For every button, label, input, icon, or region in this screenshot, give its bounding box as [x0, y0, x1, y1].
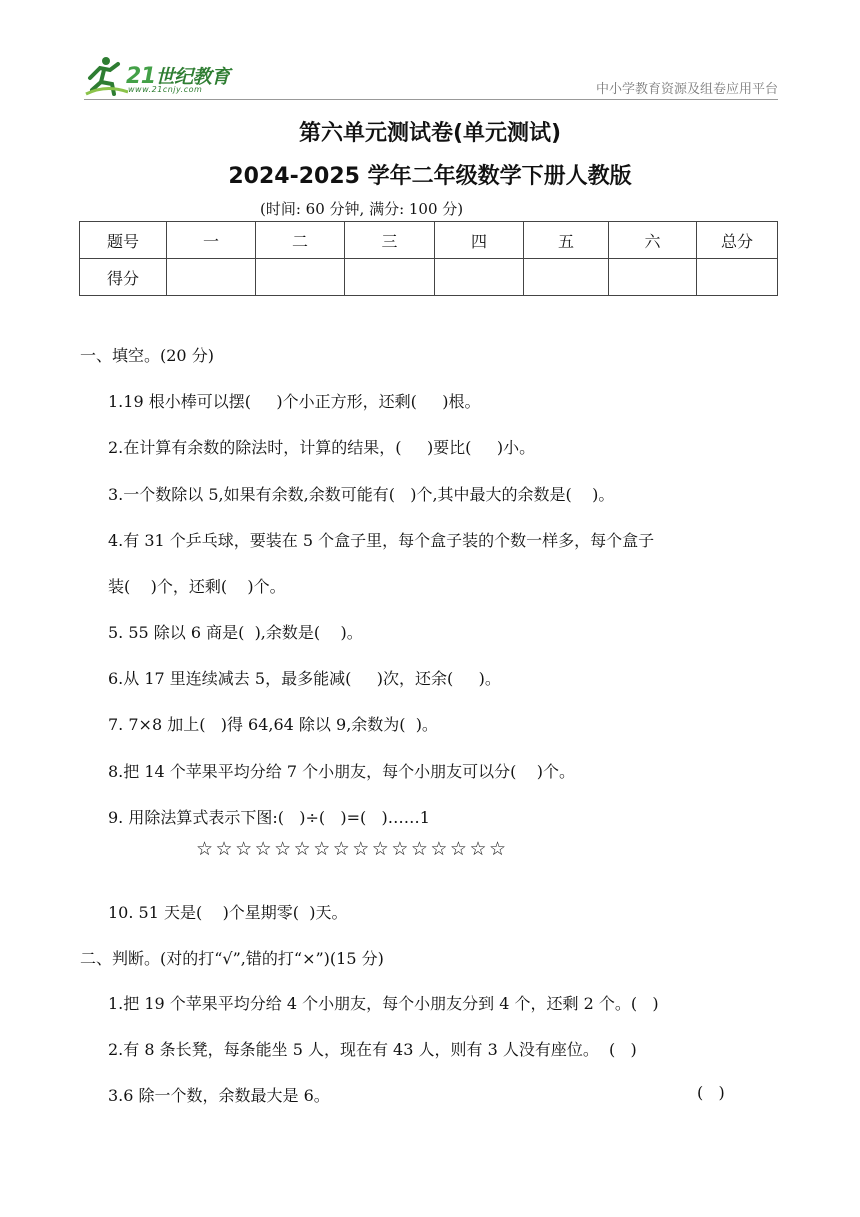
header-cell: 题号 [80, 222, 167, 259]
score-cell[interactable] [167, 259, 256, 296]
score-cell[interactable] [256, 259, 345, 296]
time-info: (时间: 60 分钟, 满分: 100 分) [260, 200, 464, 218]
question-continuation: 装( )个，还剩( )个。 [108, 577, 286, 596]
score-cell[interactable] [435, 259, 524, 296]
question: 3.一个数除以 5,如果有余数,余数可能有( )个,其中最大的余数是( )。 [108, 485, 615, 504]
header-cell: 总分 [697, 222, 778, 259]
exam-subtitle: 2024-2025 学年二年级数学下册人教版 [228, 164, 632, 189]
score-cell[interactable] [524, 259, 609, 296]
platform-name: 中小学教育资源及组卷应用平台 [595, 82, 778, 97]
question: 9. 用除法算式表示下图:( )÷( )=( )……1 [108, 808, 430, 827]
question: 8.把 14 个苹果平均分给 7 个小朋友，每个小朋友可以分( )个。 [108, 762, 575, 781]
score-table [79, 221, 778, 296]
exam-title: 第六单元测试卷(单元测试) [298, 121, 562, 146]
score-table-row [80, 259, 778, 296]
section2-title: 二、判断。(对的打“√”,错的打“×”)(15 分) [80, 949, 384, 968]
logo [84, 54, 244, 98]
row-label-cell: 得分 [80, 259, 167, 296]
header-divider [84, 99, 778, 100]
header-cell: 四 [435, 222, 524, 259]
question: 3.6 除一个数，余数最大是 6。 [108, 1086, 330, 1105]
question: 1.19 根小棒可以摆( )个小正方形，还剩( )根。 [108, 392, 481, 411]
question: 5. 55 除以 6 商是( ),余数是( )。 [108, 623, 363, 642]
page-header [0, 0, 860, 110]
question: 1.把 19 个苹果平均分给 4 个小朋友，每个小朋友分到 4 个，还剩 2 个。( ) [108, 994, 659, 1013]
header-cell: 二 [256, 222, 345, 259]
score-cell[interactable] [345, 259, 435, 296]
runner-logo-icon [84, 54, 128, 98]
header-cell: 五 [524, 222, 609, 259]
score-cell[interactable] [609, 259, 697, 296]
question: 4.有 31 个乒乓球，要装在 5 个盒子里，每个盒子装的个数一样多，每个盒子 [108, 531, 655, 550]
header-cell: 三 [345, 222, 435, 259]
question: 7. 7×8 加上( )得 64,64 除以 9,余数为( )。 [108, 715, 438, 734]
question: 2.在计算有余数的除法时，计算的结果，( )要比( )小。 [108, 438, 536, 457]
logo-url: www.21cnjy.com [128, 85, 203, 94]
section1-title: 一、填空。(20 分) [80, 346, 214, 365]
header-cell: 六 [609, 222, 697, 259]
score-cell[interactable] [697, 259, 778, 296]
header-cell: 一 [167, 222, 256, 259]
answer-blank[interactable]: ( ) [697, 1083, 725, 1102]
logo-text: 21世纪教育 [126, 64, 230, 89]
star-row-icon: ☆☆☆☆☆☆☆☆☆☆☆☆☆☆☆☆ [196, 838, 509, 860]
question: 2.有 8 条长凳，每条能坐 5 人，现在有 43 人，则有 3 人没有座位。 ( ) [108, 1040, 637, 1059]
question: 6.从 17 里连续减去 5，最多能减( )次，还余( )。 [108, 669, 501, 688]
question: 10. 51 天是( )个星期零( )天。 [108, 903, 348, 922]
score-table-header-row [80, 222, 778, 259]
